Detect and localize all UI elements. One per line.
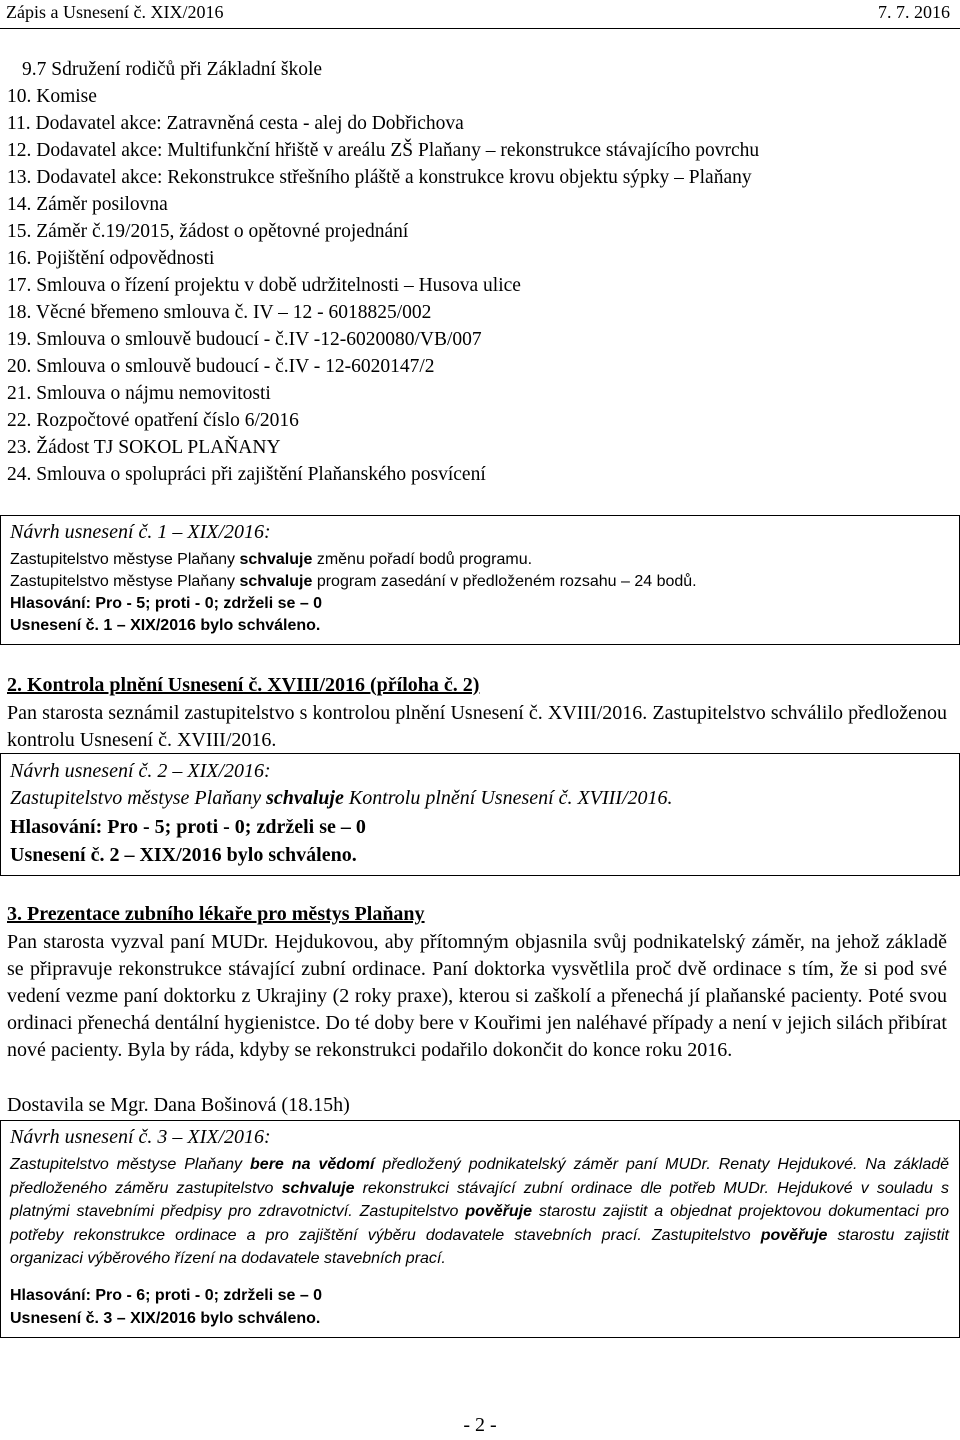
agenda-item: 15. Záměr č.19/2015, žádost o opětovné projednání bbox=[7, 221, 409, 242]
agenda-item: 18. Věcné břemeno smlouva č. IV – 12 - 6018825/002 bbox=[7, 302, 432, 323]
resolution-box-3 bbox=[0, 1120, 960, 1338]
resolution-line: Zastupitelstvo městyse Plaňany schvaluje změnu pořadí bodů programu. bbox=[10, 551, 533, 568]
agenda-item: 20. Smlouva o smlouvě budoucí - č.IV - 12-6020147/2 bbox=[7, 356, 435, 377]
vote-result: Hlasování: Pro - 5; proti - 0; zdrželi se – 0 bbox=[10, 816, 366, 838]
agenda-item: 14. Záměr posilovna bbox=[7, 194, 168, 215]
section-text: Pan starosta seznámil zastupitelstvo s kontrolou plnění Usnesení č. XVIII/2016. Zastupitelstvo schválilo předloženou kontrolu Usnesení č. XVIII/2016. bbox=[7, 702, 947, 751]
header-date: 7. 7. 2016 bbox=[878, 2, 950, 22]
resolution-line: Zastupitelstvo městyse Plaňany schvaluje program zasedání v předloženém rozsahu – 24 bodů. bbox=[10, 573, 697, 590]
vote-result: Hlasování: Pro - 6; proti - 0; zdrželi se – 0 bbox=[10, 1287, 323, 1304]
section-title: 2. Kontrola plnění Usnesení č. XVIII/2016 (příloha č. 2) bbox=[7, 674, 480, 696]
resolution-line: Zastupitelstvo městyse Plaňany schvaluje Kontrolu plnění Usnesení č. XVIII/2016. bbox=[10, 787, 673, 809]
resolution-title: Návrh usnesení č. 3 – XIX/2016: bbox=[10, 1126, 271, 1148]
section-title: 3. Prezentace zubního lékaře pro městys Plaňany bbox=[7, 903, 425, 925]
resolution-box-2 bbox=[0, 753, 960, 876]
resolution-text: Zastupitelstvo městyse Plaňany bere na vědomí předložený podnikatelský záměr paní MUDr. Renaty Hejdukové. Na základě předloženého záměru zastupitelstvo schvaluje rekonstrukci stávající zubní ordinace dle potřeb MUDr. Hejdukové v souladu s platnými stavebními předpisy pro zdravotnictví. Zastupitelstvo pověřuje starostu zajistit a objednat projektovou dokumentaci pro potřeby rekonstrukce ordinace a pro zajištění výběru dodavatele stavebních prací. Zastupitelstvo pověřuje starostu zajistit organizaci výběrového řízení na dodavatele stavebních prací. bbox=[10, 1156, 950, 1267]
agenda-item: 23. Žádost TJ SOKOL PLAŇANY bbox=[7, 437, 281, 458]
agenda-item: 12. Dodavatel akce: Multifunkční hřiště v areálu ZŠ Plaňany – rekonstrukce stávajícího povrchu bbox=[7, 140, 760, 161]
agenda-item: 19. Smlouva o smlouvě budoucí - č.IV -12-6020080/VB/007 bbox=[7, 329, 482, 350]
arrival-note: Dostavila se Mgr. Dana Bošinová (18.15h) bbox=[7, 1094, 350, 1116]
agenda-item: 10. Komise bbox=[7, 86, 97, 107]
resolution-status: Usnesení č. 3 – XIX/2016 bylo schváleno. bbox=[10, 1310, 321, 1327]
agenda-item: 11. Dodavatel akce: Zatravněná cesta - alej do Dobřichova bbox=[7, 113, 464, 134]
resolution-title: Návrh usnesení č. 2 – XIX/2016: bbox=[10, 760, 271, 782]
resolution-status: Usnesení č. 2 – XIX/2016 bylo schváleno. bbox=[10, 844, 357, 866]
agenda-list bbox=[7, 56, 759, 488]
resolution-status: Usnesení č. 1 – XIX/2016 bylo schváleno. bbox=[10, 617, 321, 634]
header-title: Zápis a Usnesení č. XIX/2016 bbox=[6, 2, 224, 22]
resolution-box-1 bbox=[0, 515, 960, 645]
agenda-item: 13. Dodavatel akce: Rekonstrukce střešního pláště a konstrukce krovu objektu sýpky – Plaňany bbox=[7, 167, 752, 188]
page-header bbox=[0, 0, 960, 29]
agenda-item: 22. Rozpočtové opatření číslo 6/2016 bbox=[7, 410, 299, 431]
agenda-item: 24. Smlouva o spolupráci při zajištění Plaňanského posvícení bbox=[7, 464, 486, 485]
page-number: - 2 - bbox=[463, 1414, 497, 1436]
agenda-item: 9.7 Sdružení rodičů při Základní škole bbox=[22, 59, 323, 80]
section-text: Pan starosta vyzval paní MUDr. Hejdukovou, aby přítomným objasnila svůj podnikatelský záměr, na jehož základě se připravuje rekonstrukce stávající zubní ordinace. Paní doktorka vysvětlila proč dvě ordinace s tím, že si pod své vedení vezme paní doktorku z Ukrajiny (2 roky praxe), kterou si zaškolí a přenechá jí plaňanské pacienty. Poté svou ordinaci přenechá dentální hygienistce. Do té doby bere v Kouřimi jen naléhavé případy a není v jejich silách přibírat nové pacienty. Byla by ráda, kdyby se rekonstrukci podařilo dokončit do konce roku 2016. bbox=[7, 931, 947, 1061]
agenda-item: 16. Pojištění odpovědnosti bbox=[7, 248, 215, 269]
vote-result: Hlasování: Pro - 5; proti - 0; zdrželi se – 0 bbox=[10, 595, 323, 612]
agenda-item: 21. Smlouva o nájmu nemovitosti bbox=[7, 383, 271, 404]
resolution-title: Návrh usnesení č. 1 – XIX/2016: bbox=[10, 521, 271, 543]
agenda-item: 17. Smlouva o řízení projektu v době udržitelnosti – Husova ulice bbox=[7, 275, 521, 296]
